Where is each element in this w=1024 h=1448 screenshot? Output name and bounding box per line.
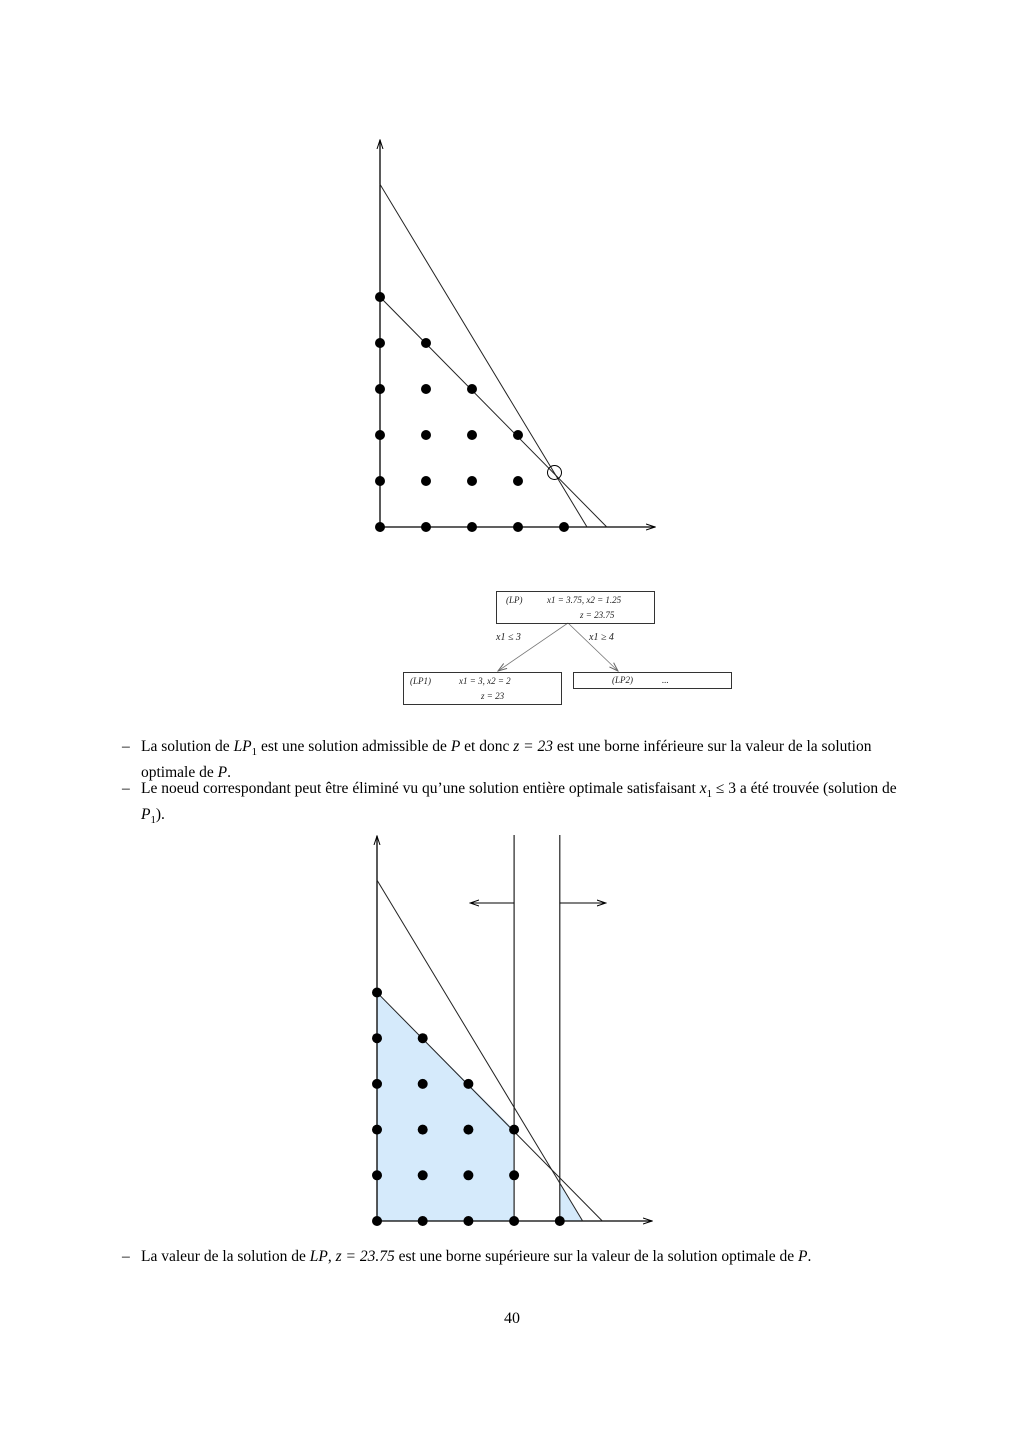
text-run: LP xyxy=(233,738,252,755)
lattice-point xyxy=(375,522,385,532)
lattice-point xyxy=(372,988,382,998)
lattice-point xyxy=(467,384,477,394)
text-run: P xyxy=(798,1248,808,1265)
lattice-point xyxy=(463,1216,473,1226)
bullet-item-2 xyxy=(122,779,912,830)
lattice-point xyxy=(463,1079,473,1089)
text-run: a été trouvée (solution de xyxy=(736,780,897,797)
feasible-region-p1 xyxy=(377,993,514,1222)
lattice-point xyxy=(418,1125,428,1135)
lattice-point xyxy=(467,430,477,440)
lattice-point xyxy=(418,1079,428,1089)
tree-node-lp xyxy=(496,591,655,624)
lattice-point xyxy=(372,1079,382,1089)
lattice-point xyxy=(513,522,523,532)
lattice-point xyxy=(509,1125,519,1135)
text-run: est une solution admissible de xyxy=(257,738,451,755)
page-number: 40 xyxy=(504,1310,520,1327)
lattice-point xyxy=(375,476,385,486)
text-run: ). xyxy=(155,805,165,823)
bullet-item-3 xyxy=(122,1247,912,1268)
lattice-point xyxy=(559,522,569,532)
lattice-point xyxy=(509,1170,519,1180)
text-run: et donc xyxy=(460,738,514,755)
text-run: La valeur de la solution de xyxy=(141,1248,310,1265)
lattice-point xyxy=(372,1170,382,1180)
lattice-figure-2 xyxy=(372,835,652,1226)
text-run: est une borne supérieure sur la valeur de la solution optimale de xyxy=(394,1248,799,1265)
text-run: Le noeud correspondant peut être éliminé vu qu’une solution entière optimale satisfaisant xyxy=(141,780,700,797)
lattice-point xyxy=(372,1125,382,1135)
bullet-item-1 xyxy=(122,737,912,783)
text-run: 1 xyxy=(150,813,156,826)
text-run: 1 xyxy=(706,788,713,801)
bullet-dash: – xyxy=(122,738,130,755)
text-run: LP xyxy=(309,1248,328,1265)
lattice-point xyxy=(421,338,431,348)
text-run: . xyxy=(807,1248,812,1265)
lattice-figure-1 xyxy=(375,140,655,532)
node-values: x1 = 3, x2 = 2 xyxy=(459,676,511,686)
bullet-dash: – xyxy=(122,1248,130,1265)
text-run: est une borne inférieure sur la valeur de la solution optimale de xyxy=(141,738,872,781)
text-run: 1 xyxy=(251,746,258,759)
text-run: P xyxy=(141,805,151,823)
branch-label-left: x1 ≤ 3 xyxy=(496,632,521,643)
node-values: x1 = 3.75, x2 = 1.25 xyxy=(547,595,622,605)
text-run: ≤ 3 xyxy=(712,780,737,797)
text-run: z = 23.75 xyxy=(335,1248,395,1265)
lattice-point xyxy=(372,1216,382,1226)
edge-left xyxy=(498,623,568,671)
lattice-point xyxy=(513,476,523,486)
text-run: . xyxy=(227,763,231,781)
lattice-point xyxy=(372,1033,382,1043)
lattice-point xyxy=(421,522,431,532)
text-run: , xyxy=(327,1248,336,1265)
lattice-point xyxy=(375,292,385,302)
lattice-point xyxy=(418,1216,428,1226)
node-z: z = 23 xyxy=(481,691,505,701)
lattice-point xyxy=(509,1216,519,1226)
constraint-line-2 xyxy=(380,184,587,527)
branch-label-right: x1 ≥ 4 xyxy=(589,632,614,643)
node-name: (LP2) xyxy=(612,675,633,685)
node-values: ... xyxy=(662,675,669,685)
lattice-point xyxy=(421,476,431,486)
lattice-point xyxy=(463,1125,473,1135)
tree-node-lp2 xyxy=(573,672,732,689)
lattice-point xyxy=(375,430,385,440)
node-name: (LP1) xyxy=(410,676,431,686)
node-z: z = 23.75 xyxy=(580,610,615,620)
lattice-point xyxy=(467,522,477,532)
lattice-point xyxy=(513,430,523,440)
lattice-point xyxy=(463,1170,473,1180)
lattice-point xyxy=(418,1033,428,1043)
lattice-point xyxy=(467,476,477,486)
lattice-point xyxy=(375,338,385,348)
tree-node-lp1 xyxy=(403,672,562,705)
text-run: z = 23 xyxy=(513,738,553,755)
lattice-point xyxy=(418,1170,428,1180)
node-name: (LP) xyxy=(506,595,523,605)
lattice-point xyxy=(555,1216,565,1226)
branch-tree-edges xyxy=(498,623,618,671)
bullet-dash: – xyxy=(122,780,130,797)
lattice-point xyxy=(421,430,431,440)
text-run: x xyxy=(699,780,707,797)
lattice-point xyxy=(421,384,431,394)
text-run: P xyxy=(217,763,228,781)
text-run: La solution de xyxy=(141,738,234,755)
text-run: P xyxy=(450,738,461,755)
constraint-line-1 xyxy=(380,297,607,527)
edge-right xyxy=(568,623,618,671)
lattice-point xyxy=(375,384,385,394)
